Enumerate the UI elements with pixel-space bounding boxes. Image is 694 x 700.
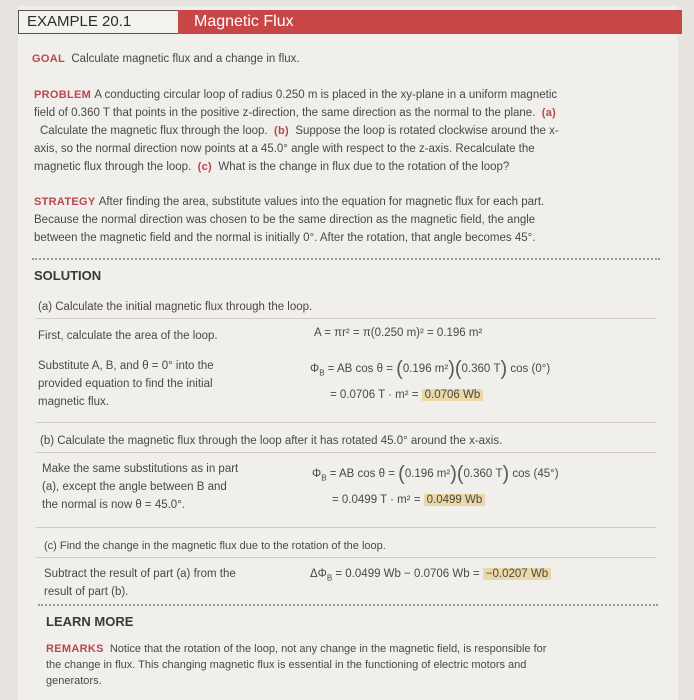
part-a-step2 bbox=[38, 357, 268, 411]
field-value: 0.360 T bbox=[461, 363, 501, 375]
eq-text: = AB cos θ = bbox=[326, 468, 399, 480]
eq-text: = 0.0706 T · m² = bbox=[330, 389, 419, 401]
part-a-step1: First, calculate the area of the loop. bbox=[38, 330, 218, 342]
flux-subscript: B bbox=[326, 573, 333, 583]
problem-line: Calculate the magnetic flux through the loop. bbox=[40, 125, 268, 137]
step-line: Make the same substitutions as in part bbox=[42, 463, 239, 475]
part-b-title: (b) Calculate the magnetic flux through the loop after it has rotated 45.0° around the x-axis. bbox=[40, 435, 503, 447]
result-highlight: 0.0706 Wb bbox=[422, 389, 484, 401]
problem-label: PROBLEM bbox=[34, 89, 92, 101]
strategy-block bbox=[34, 193, 664, 247]
divider bbox=[36, 557, 656, 558]
problem-block bbox=[34, 86, 664, 176]
divider bbox=[36, 422, 656, 423]
learn-more-heading: LEARN MORE bbox=[46, 614, 134, 629]
flux-symbol: Φ bbox=[310, 363, 320, 375]
example-title: Magnetic Flux bbox=[178, 10, 682, 34]
strategy-line: between the magnetic field and the normal is initially 0°. After the rotation, that angle becomes 45°. bbox=[34, 232, 536, 244]
step-line: Subtract the result of part (a) from the bbox=[44, 568, 236, 580]
flux-result-b bbox=[332, 494, 485, 506]
step-line: (a), except the angle between B and bbox=[42, 481, 227, 493]
remarks-label: REMARKS bbox=[46, 643, 104, 655]
delta-flux-symbol: ΔΦ bbox=[310, 568, 327, 580]
divider bbox=[38, 604, 658, 606]
step-line: Substitute A, B, and θ = 0° into the bbox=[38, 360, 214, 372]
divider bbox=[36, 527, 656, 528]
part-a-label: (a) bbox=[541, 107, 557, 119]
part-a-title: (a) Calculate the initial magnetic flux through the loop. bbox=[38, 301, 313, 313]
flux-equation-a: $\Phi_B$ = AB cos θ = (0.196 m²)(0.360 T) cos (0°) bbox=[310, 358, 551, 380]
problem-line: What is the change in flux due to the rotation of the loop? bbox=[218, 161, 510, 173]
part-c-label: (c) bbox=[197, 161, 213, 173]
step-line: provided equation to find the initial bbox=[38, 378, 213, 390]
part-c-step bbox=[44, 565, 274, 601]
field-value: 0.360 T bbox=[463, 468, 503, 480]
example-number: EXAMPLE 20.1 bbox=[18, 10, 180, 34]
flux-subscript: B bbox=[319, 368, 325, 378]
part-c-title: (c) Find the change in the magnetic flux due to the rotation of the loop. bbox=[44, 540, 386, 552]
problem-line: magnetic flux through the loop. bbox=[34, 161, 192, 173]
result-highlight: −0.0207 Wb bbox=[483, 568, 551, 580]
divider bbox=[32, 258, 660, 260]
area-equation: A = πr² = π(0.250 m)² = 0.196 m² bbox=[314, 327, 483, 339]
eq-text: = 0.0499 Wb − 0.0706 Wb = bbox=[332, 568, 480, 580]
problem-line: Suppose the loop is rotated clockwise around the x- bbox=[295, 125, 559, 137]
eq-text: = AB cos θ = bbox=[324, 363, 397, 375]
remarks-line: the change in flux. This changing magnetic flux is essential in the functioning of electric motors and bbox=[46, 659, 527, 671]
flux-change-equation bbox=[310, 568, 551, 582]
remarks-line: Notice that the rotation of the loop, not any change in the magnetic field, is responsible for bbox=[109, 643, 547, 655]
divider bbox=[36, 452, 656, 453]
example-header bbox=[18, 10, 668, 34]
area-value: 0.196 m² bbox=[402, 363, 449, 375]
goal-text: Calculate magnetic flux and a change in flux. bbox=[71, 53, 300, 65]
problem-line: A conducting circular loop of radius 0.250 m is placed in the xy-plane in a uniform magnetic bbox=[94, 89, 558, 101]
flux-symbol: Φ bbox=[312, 468, 322, 480]
eq-text: = 0.0499 T · m² = bbox=[332, 494, 421, 506]
flux-result-a bbox=[330, 389, 483, 401]
part-b-step bbox=[42, 460, 272, 514]
step-line: result of part (b). bbox=[44, 586, 129, 598]
strategy-label: STRATEGY bbox=[34, 196, 96, 208]
solution-heading: SOLUTION bbox=[34, 268, 102, 283]
result-highlight: 0.0499 Wb bbox=[424, 494, 486, 506]
cos-term: cos (45°) bbox=[509, 468, 559, 480]
step-line: magnetic flux. bbox=[38, 396, 109, 408]
problem-line: field of 0.360 T that points in the positive z-direction, the same direction as the normal to the plane. bbox=[34, 107, 536, 119]
part-b-label: (b) bbox=[273, 125, 289, 137]
strategy-line: Because the normal direction was chosen to be the same direction as the magnetic field, the angle bbox=[34, 214, 536, 226]
goal-label: GOAL bbox=[32, 53, 65, 65]
problem-line: axis, so the normal direction now points at a 45.0° angle with respect to the z-axis. Recalculate the bbox=[34, 143, 535, 155]
step-line: the normal is now θ = 45.0°. bbox=[42, 499, 185, 511]
flux-equation-b: $\Phi_B$ = AB cos θ = (0.196 m²)(0.360 T) cos (45°) bbox=[312, 463, 559, 485]
strategy-line: After finding the area, substitute values into the equation for magnetic flux for each part. bbox=[98, 196, 545, 208]
cos-term: cos (0°) bbox=[507, 363, 551, 375]
divider bbox=[36, 318, 656, 319]
flux-subscript: B bbox=[321, 473, 327, 483]
remarks-block bbox=[46, 641, 666, 689]
goal bbox=[32, 50, 300, 68]
area-value: 0.196 m² bbox=[404, 468, 451, 480]
remarks-line: generators. bbox=[46, 675, 102, 687]
